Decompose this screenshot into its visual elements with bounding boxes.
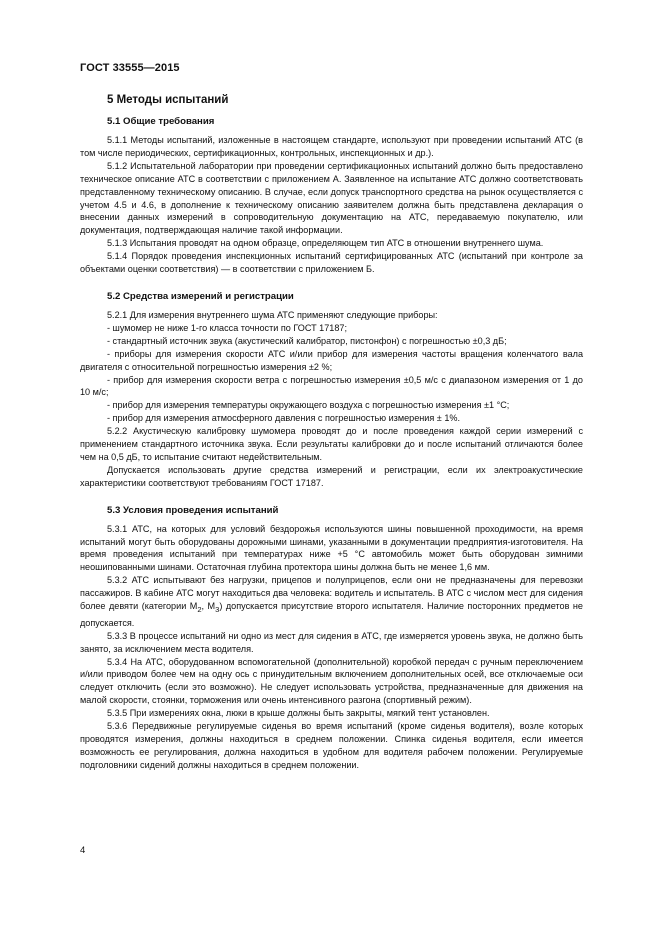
paragraph: 5.1.4 Порядок проведения инспекционных испытаний сертифицированных АТС (испытаний при контроле за объектами оценки соответствия) — в соответствии с приложением Б. xyxy=(80,251,583,275)
section-title: 5 Методы испытаний xyxy=(107,94,229,106)
paragraph-text: ) допускается присутствие второго испытателя. Наличие посторонних предметов не допускается. xyxy=(80,601,583,628)
page-number: 4 xyxy=(80,845,86,856)
paragraph: 5.1.2 Испытательной лаборатории при проведении сертификационных испытаний должно быть предоставлено техническое описание АТС в соответствии с приложением А. Заявленное на испытание АТС должно соответствовать представленному техническому описанию. В случае, если допуск транспортного средства на рынок осуществляется с учетом 4.5 и 4.6, в дополнение к техническому описанию заявителем должна быть представлена декларация о внесении данных измерений в сопроводительную документацию на АТС, передаваемую покупателю, или документация, подтверждающая наличие такой информации. xyxy=(80,160,583,236)
paragraph: 5.3.5 При измерениях окна, люки в крыше должны быть закрыты, мягкий тент установлен. xyxy=(107,708,490,719)
paragraph: 5.3.3 В процессе испытаний ни одно из мест для сидения в АТС, где измеряется уровень звука, не должно быть занято, за исключением места водителя. xyxy=(80,630,583,654)
subsection-title: 5.2 Средства измерений и регистрации xyxy=(107,290,294,302)
paragraph: Допускается использовать другие средства измерений и регистрации, если их электроакустические характеристики соответствуют требованиям ГОСТ 17187. xyxy=(80,464,583,488)
subsection-title: 5.1 Общие требования xyxy=(107,116,215,127)
paragraph: 5.2.1 Для измерения внутреннего шума АТС применяют следующие приборы: xyxy=(107,309,438,320)
paragraph-text: 5.3.2 АТС испытывают без нагрузки, прицепов и полуприцепов, если они не предназначены для перевозки пассажиров. В кабине АТС могут находиться два человека: водитель и испытатель. В АТС с числом мест для сидения более девяти (категории М xyxy=(80,575,583,612)
document-code: ГОСТ 33555—2015 xyxy=(80,62,180,74)
subscript: 2 xyxy=(197,604,202,614)
paragraph: 5.2.2 Акустическую калибровку шумомера проводят до и после проведения каждой серии измерений с применением стандартного источника звука. Если результаты калибровки до и после испытаний отличаются более чем на 0,5 дБ, то испытание считают недействительным. xyxy=(80,426,583,462)
document-body xyxy=(80,92,583,772)
subscript: 3 xyxy=(215,604,220,614)
paragraph: 5.1.1 Методы испытаний, изложенные в настоящем стандарте, используют при проведении испытаний АТС (в том числе периодических, сертификационных, контрольных, инспекционных и др.). xyxy=(80,135,583,158)
list-item: - прибор для измерения скорости ветра с погрешностью измерения ±0,5 м/с с диапазоном измерения от 1 до 10 м/с; xyxy=(80,374,583,398)
paragraph xyxy=(80,574,583,629)
list-item: - прибор для измерения атмосферного давления с погрешностью измерения ± 1%. xyxy=(107,413,460,424)
list-item: - шумомер не ниже 1-го класса точности по ГОСТ 17187; xyxy=(107,322,347,333)
list-item: - приборы для измерения скорости АТС и/или прибор для измерения частоты вращения коленчатого вала двигателя с относительной погрешностью измерения ±2 %; xyxy=(80,348,583,372)
subsection-title: 5.3 Условия проведения испытаний xyxy=(107,504,279,516)
paragraph-text: , М xyxy=(201,601,216,612)
paragraph: 5.3.6 Передвижные регулируемые сиденья во время испытаний (кроме сиденья водителя), возле которых проводятся измерения, должны находиться в среднем положении. Спинка сиденья водителя, если имеется возможность ее регулирования, должна находиться в удобном для водителя рабочем положении. Регулируемые подголовники сидений должны находиться в среднем положении. xyxy=(80,721,583,770)
paragraph: 5.3.4 На АТС, оборудованном вспомогательной (дополнительной) коробкой передач с ручным переключением и/или приводом более чем на одну ось с принудительным включением дополнительных осей, все отключаемые оси следует отключить (если это возможно). Не следует использовать устройства, предназначенные для движения на малой скорости, стоянки, торможения или очень интенсивного разгона (спортивный режим). xyxy=(80,656,583,706)
list-item: - прибор для измерения температуры окружающего воздуха с погрешностью измерения ±1 °С; xyxy=(107,400,510,411)
list-item: - стандартный источник звука (акустический калибратор, пистонфон) с погрешностью ±0,3 дБ; xyxy=(107,335,507,346)
paragraph: 5.1.3 Испытания проводят на одном образце, определяющем тип АТС в отношении внутреннего шума. xyxy=(107,238,544,249)
paragraph: 5.3.1 АТС, на которых для условий бездорожья используются шины повышенной проходимости, на время испытаний могут быть оборудованы дорожными шинами, указанными в документации предприятия-изготовителя. На время проведения испытаний при температурах ниже +5 °С автомобиль может быть оборудован зимними неошипованными шинами. Остаточная глубина протектора шины должна быть не менее 1,6 мм. xyxy=(80,523,583,573)
